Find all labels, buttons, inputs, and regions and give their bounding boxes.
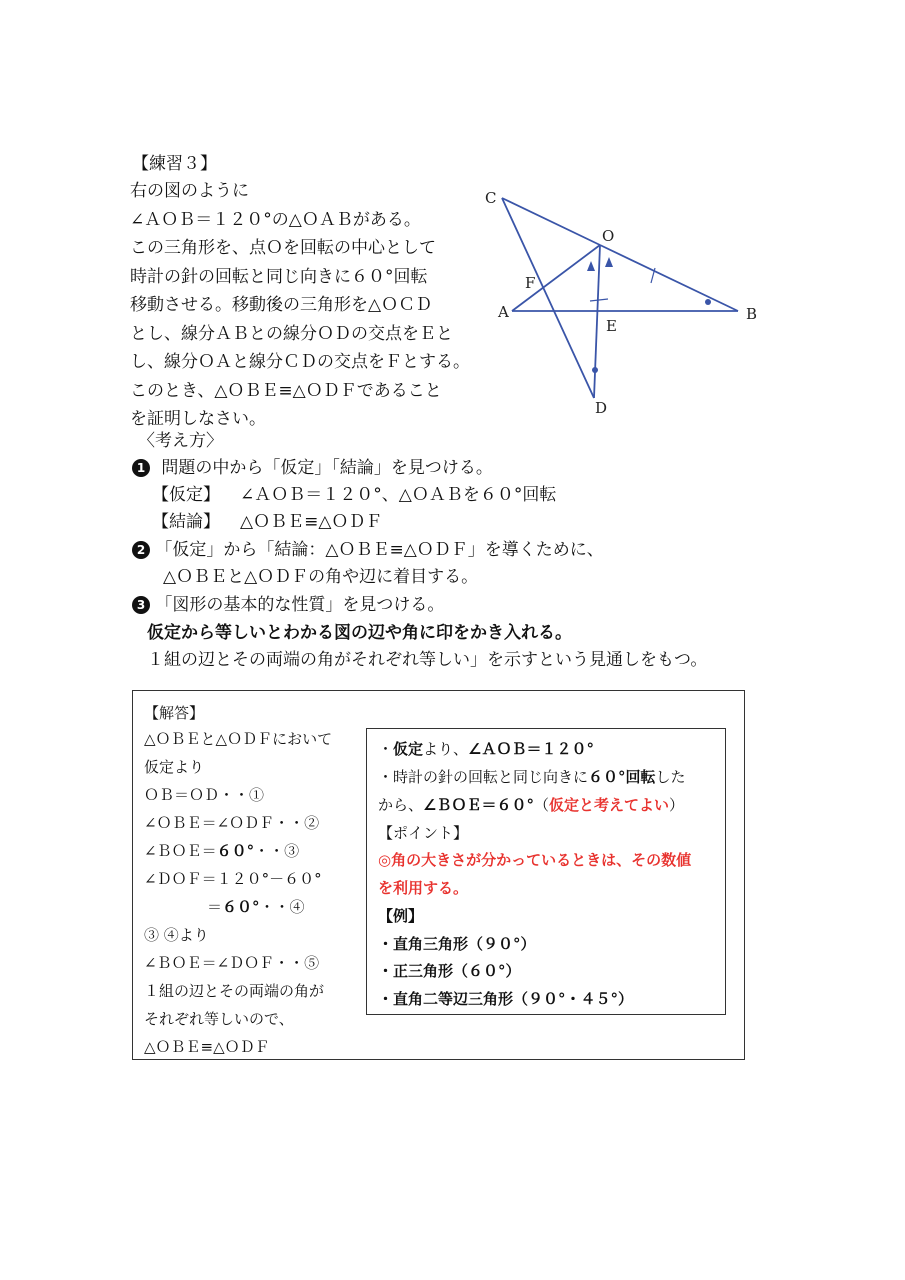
label-d: D: [595, 399, 608, 417]
answer-line-10: １組の辺とその両端の角が: [144, 982, 325, 1000]
problem-line: ∠ＡＯＢ＝１２０°の△ＯＡＢがある。: [130, 209, 421, 230]
point-heading: 【ポイント】: [378, 824, 469, 842]
example-1: ・直角三角形（９０°）: [378, 935, 536, 953]
answer-7c: ・・④: [259, 898, 305, 916]
answer-line: ∠ＯＢＥ＝∠ＯＤＦ・・②: [144, 814, 320, 832]
answer-line-9: ∠ＢＯＥ＝∠ＤＯＦ・・⑤: [144, 954, 320, 972]
step-3: [132, 592, 444, 618]
step-2-number: 2: [132, 541, 150, 559]
pl2a: ・時計の針の回転と同じ向きに: [378, 768, 589, 786]
pl3d: 仮定と考えてよい: [548, 796, 669, 814]
label-o: O: [602, 227, 615, 245]
point-line-2: [378, 763, 686, 791]
step-1-number: 1: [132, 459, 150, 477]
pl3c: （: [533, 796, 549, 814]
assumption-value: ∠ＡＯＢ＝１２０°、△ＯＡＢを６０°回転: [240, 485, 557, 505]
answer-lines: [144, 725, 332, 837]
angle-mark-left: [587, 261, 595, 271]
pl1d: ∠ＡＯＢ＝１２０°: [468, 740, 594, 758]
pl1a: ・: [378, 740, 394, 758]
angle-dot-d: [592, 367, 598, 373]
tick-mark-od: [590, 299, 608, 301]
pl3b: ∠ＢＯＥ＝６０°: [423, 796, 534, 814]
answer-7b: ６０°: [222, 898, 260, 916]
label-a: A: [498, 303, 509, 321]
step-1: [132, 455, 493, 481]
step-3-text: 「図形の基本的な性質」を見つける。: [155, 595, 445, 615]
pl1b: 仮定: [393, 740, 424, 758]
segment-cd: [502, 198, 594, 398]
example-heading: 【例】: [378, 907, 424, 925]
answer-line-8: ③ ④より: [144, 926, 209, 944]
pl3a: から、: [378, 796, 424, 814]
answer-line-5: [144, 837, 299, 865]
pl2d: した: [655, 768, 686, 786]
point-text-1: ◎角の大きさが分かっているときは、その数値: [378, 851, 692, 869]
point-line-3: [378, 791, 684, 819]
geometry-figure: [470, 175, 770, 425]
answer-line: 仮定より: [144, 758, 205, 776]
step-2-text-line2: △ＯＢＥと△ＯＤＦの角や辺に着目する。: [163, 567, 479, 587]
problem-line: 時計の針の回転と同じ向きに６０°回転: [130, 266, 428, 287]
answer-5b: ６０°: [216, 842, 255, 860]
angle-mark-right: [605, 257, 613, 267]
answer-7a: ＝: [207, 898, 223, 916]
step-1-text: 問題の中から「仮定」「結論」を見つける。: [161, 458, 493, 478]
label-c: C: [485, 189, 497, 207]
conclusion-label: 【結論】: [152, 512, 220, 532]
problem-line: 移動させる。移動後の三角形を△ＯＣＤ: [130, 295, 433, 315]
answer-line: △ＯＢＥと△ＯＤＦにおいて: [144, 730, 333, 748]
pl1c: より、: [423, 740, 469, 758]
answer-line-12: △ＯＢＥ≡△ＯＤＦ: [144, 1038, 270, 1056]
conclusion-value: △ＯＢＥ≡△ＯＤＦ: [240, 512, 383, 532]
segment-od: [594, 245, 600, 398]
label-b: B: [746, 305, 758, 323]
segment-ob: [600, 245, 738, 311]
answer-5c: ・・③: [254, 842, 300, 860]
answer-line-6: ∠ＤＯＦ＝１２０°－６０°: [144, 870, 322, 888]
answer-line-7: [207, 893, 305, 921]
answer-5a: ∠ＢＯＥ＝: [144, 842, 217, 860]
point-text-2: を利用する。: [378, 879, 469, 897]
problem-text: [130, 177, 470, 434]
step-3-number: 3: [132, 596, 150, 614]
point-line-1: [378, 735, 594, 763]
answer-line-11: それぞれ等しいので、: [144, 1010, 294, 1028]
answer-line: ＯＢ＝ＯＤ・・①: [144, 786, 265, 804]
approach-heading: 〈考え方〉: [138, 431, 223, 451]
angle-dot-b: [705, 299, 711, 305]
problem-line: この三角形を、点Ｏを回転の中心として: [130, 238, 436, 258]
answer-heading: 【解答】: [144, 704, 205, 722]
label-f: F: [525, 274, 536, 292]
problem-line: を証明しなさい。: [130, 409, 266, 429]
pl2b: ６０°: [588, 768, 626, 786]
example-2: ・正三角形（６０°）: [378, 962, 521, 980]
step-2-text: 「仮定」から「結論：△ＯＢＥ≡△ＯＤＦ」を導くために、: [155, 540, 604, 560]
problem-title: 【練習３】: [132, 154, 217, 174]
problem-line: し、線分ＯＡと線分ＣＤの交点をＦとする。: [130, 352, 470, 372]
bold-instruction: 仮定から等しいとわかる図の辺や角に印をかき入れる。: [147, 623, 572, 643]
pl2c: 回転: [625, 768, 656, 786]
problem-line: 右の図のように: [130, 181, 249, 201]
step-2: [132, 537, 604, 563]
segment-co: [502, 198, 600, 245]
pl3e: ）: [669, 796, 685, 814]
note-line: １組の辺とその両端の角がそれぞれ等しい」を示すという見通しをもつ。: [147, 650, 708, 670]
problem-line: このとき、△ＯＢＥ≡△ＯＤＦであること: [130, 380, 442, 401]
label-e: E: [606, 317, 617, 335]
assumption-label: 【仮定】: [152, 485, 220, 505]
problem-line: とし、線分ＡＢとの線分ＯＤの交点をＥと: [130, 323, 453, 344]
example-3: ・直角二等辺三角形（９０°・４５°）: [378, 990, 634, 1008]
